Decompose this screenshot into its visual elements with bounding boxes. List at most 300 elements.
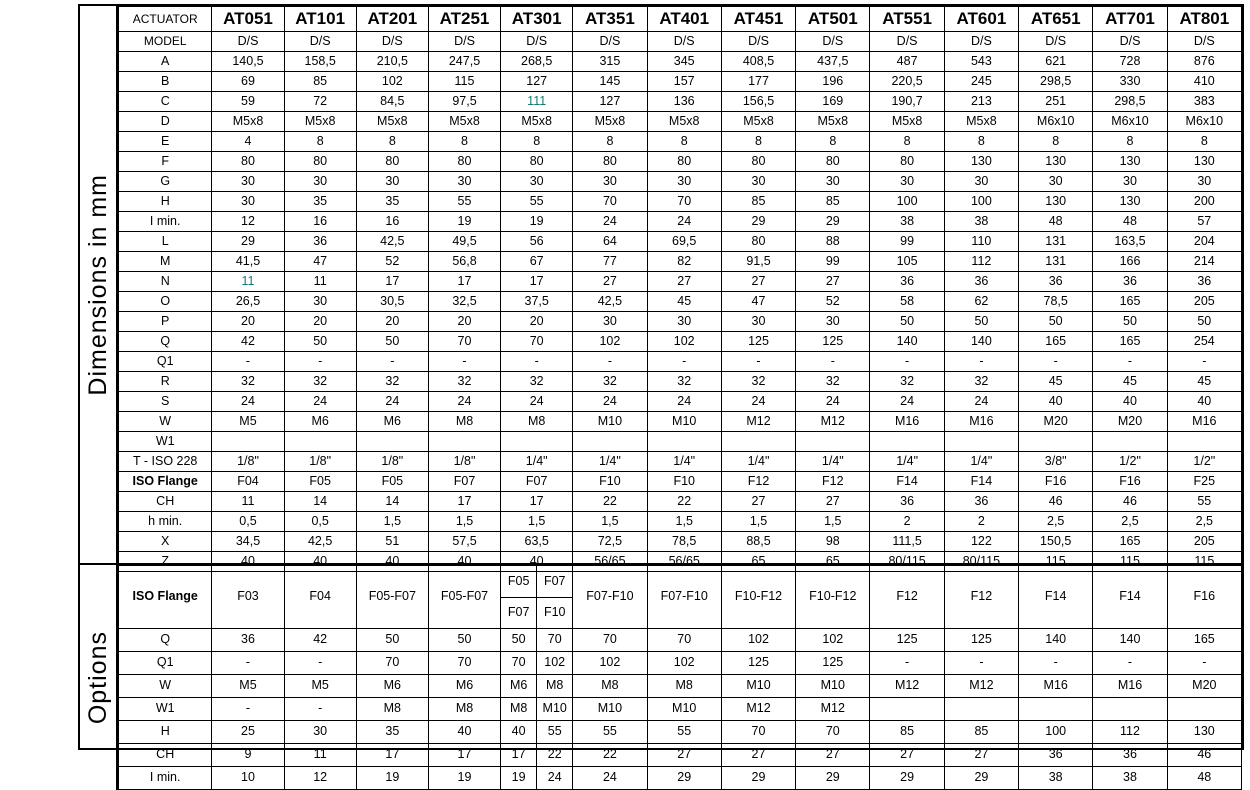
table-cell: 50 bbox=[356, 629, 428, 652]
table-cell bbox=[1093, 698, 1167, 721]
table-cell: 19 bbox=[501, 767, 537, 789]
table-cell: 12 bbox=[284, 767, 356, 790]
table-cell: 29 bbox=[796, 767, 870, 790]
table-cell-split bbox=[501, 652, 573, 675]
table-row bbox=[119, 292, 1242, 312]
table-cell: 45 bbox=[1167, 372, 1241, 392]
table-cell: 1/8" bbox=[428, 452, 500, 472]
table-cell: 29 bbox=[944, 767, 1018, 790]
column-header-at501: AT501 bbox=[796, 7, 870, 32]
dimensions-table bbox=[118, 6, 1242, 572]
row-label: T - ISO 228 bbox=[119, 452, 212, 472]
table-cell: M6x10 bbox=[1167, 112, 1241, 132]
table-cell: M16 bbox=[944, 412, 1018, 432]
table-cell: 32 bbox=[212, 372, 284, 392]
table-cell: M16 bbox=[1019, 675, 1093, 698]
row-label: W1 bbox=[119, 432, 212, 452]
table-cell: 36 bbox=[284, 232, 356, 252]
table-cell: 17 bbox=[428, 492, 500, 512]
table-cell: - bbox=[501, 352, 573, 372]
table-cell: 40 bbox=[1167, 392, 1241, 412]
table-cell: 140 bbox=[1019, 629, 1093, 652]
table-cell: M6 bbox=[284, 412, 356, 432]
table-cell: 102 bbox=[356, 72, 428, 92]
table-cell: 102 bbox=[721, 629, 795, 652]
row-label: N bbox=[119, 272, 212, 292]
table-cell bbox=[1167, 432, 1241, 452]
table-cell: 27 bbox=[721, 272, 795, 292]
table-row bbox=[119, 767, 1242, 790]
table-cell: F05-F07 bbox=[356, 566, 428, 629]
table-cell: 115 bbox=[1167, 552, 1241, 572]
table-cell: 50 bbox=[1093, 312, 1167, 332]
table-cell: 70 bbox=[501, 332, 573, 352]
header-actuator-label: ACTUATOR bbox=[119, 7, 212, 32]
options-section bbox=[80, 565, 1242, 790]
table-cell: 24 bbox=[796, 392, 870, 412]
table-row bbox=[119, 152, 1242, 172]
table-cell: 20 bbox=[501, 312, 573, 332]
table-cell: M16 bbox=[1093, 675, 1167, 698]
table-cell: 1/8" bbox=[356, 452, 428, 472]
table-cell: 32 bbox=[356, 372, 428, 392]
row-label: H bbox=[119, 192, 212, 212]
table-cell: M6 bbox=[356, 412, 428, 432]
table-cell: 1,5 bbox=[796, 512, 870, 532]
table-cell: 80 bbox=[501, 152, 573, 172]
table-cell: 45 bbox=[1093, 372, 1167, 392]
table-cell: 4 bbox=[212, 132, 284, 152]
table-cell: - bbox=[1093, 352, 1167, 372]
table-row bbox=[119, 92, 1242, 112]
table-cell: M5x8 bbox=[944, 112, 1018, 132]
table-cell: 85 bbox=[944, 721, 1018, 744]
table-cell: 30,5 bbox=[356, 292, 428, 312]
column-header-at451: AT451 bbox=[721, 7, 795, 32]
table-cell: 165 bbox=[1093, 532, 1167, 552]
table-row bbox=[119, 532, 1242, 552]
table-cell: M8 bbox=[546, 678, 564, 693]
header-ds-at651: D/S bbox=[1019, 32, 1093, 52]
table-cell: 8 bbox=[356, 132, 428, 152]
table-cell: 29 bbox=[212, 232, 284, 252]
table-row bbox=[119, 629, 1242, 652]
column-header-at251: AT251 bbox=[428, 7, 500, 32]
table-cell: 9 bbox=[212, 744, 284, 767]
table-cell: 63,5 bbox=[501, 532, 573, 552]
table-cell: 127 bbox=[501, 72, 573, 92]
table-cell: 32 bbox=[944, 372, 1018, 392]
table-cell: 24 bbox=[501, 392, 573, 412]
table-cell: 204 bbox=[1167, 232, 1241, 252]
table-cell bbox=[284, 432, 356, 452]
table-cell: 80 bbox=[573, 152, 647, 172]
column-header-at651: AT651 bbox=[1019, 7, 1093, 32]
table-cell: M5x8 bbox=[428, 112, 500, 132]
row-label: W bbox=[119, 675, 212, 698]
table-cell: 40 bbox=[284, 552, 356, 572]
table-cell: 38 bbox=[870, 212, 944, 232]
table-cell: - bbox=[721, 352, 795, 372]
table-cell: 122 bbox=[944, 532, 1018, 552]
table-cell: M6 bbox=[501, 675, 537, 697]
table-cell bbox=[796, 432, 870, 452]
table-cell: 102 bbox=[573, 332, 647, 352]
table-cell: 27 bbox=[647, 272, 721, 292]
table-cell: M10 bbox=[573, 698, 647, 721]
table-row bbox=[119, 312, 1242, 332]
dimensions-section bbox=[80, 6, 1242, 568]
table-cell: F16 bbox=[1167, 566, 1241, 629]
table-cell: 130 bbox=[1019, 192, 1093, 212]
table-cell: 70 bbox=[796, 721, 870, 744]
table-cell: F05 bbox=[356, 472, 428, 492]
table-cell: 2,5 bbox=[1019, 512, 1093, 532]
table-cell: 1/4" bbox=[573, 452, 647, 472]
table-cell bbox=[537, 566, 572, 628]
header-ds-at551: D/S bbox=[870, 32, 944, 52]
column-header-at601: AT601 bbox=[944, 7, 1018, 32]
table-cell: - bbox=[212, 652, 284, 675]
table-cell: 98 bbox=[796, 532, 870, 552]
table-cell: 52 bbox=[796, 292, 870, 312]
table-cell: 8 bbox=[1167, 132, 1241, 152]
table-cell: F04 bbox=[212, 472, 284, 492]
table-cell: 40 bbox=[1019, 392, 1093, 412]
table-cell: 70 bbox=[647, 629, 721, 652]
row-label: S bbox=[119, 392, 212, 412]
table-cell: 410 bbox=[1167, 72, 1241, 92]
table-cell: - bbox=[870, 652, 944, 675]
table-cell: F05 bbox=[284, 472, 356, 492]
table-cell: M5x8 bbox=[796, 112, 870, 132]
options-section-label bbox=[80, 565, 118, 790]
table-cell bbox=[721, 432, 795, 452]
table-cell: 36 bbox=[1167, 272, 1241, 292]
table-cell: 72,5 bbox=[573, 532, 647, 552]
table-cell: 115 bbox=[1093, 552, 1167, 572]
table-row bbox=[119, 52, 1242, 72]
table-row bbox=[119, 472, 1242, 492]
row-label: D bbox=[119, 112, 212, 132]
table-cell: 30 bbox=[870, 172, 944, 192]
table-cell: 77 bbox=[573, 252, 647, 272]
header-ds-at451: D/S bbox=[721, 32, 795, 52]
table-cell: 205 bbox=[1167, 532, 1241, 552]
table-row bbox=[119, 112, 1242, 132]
table-cell: 30 bbox=[721, 312, 795, 332]
table-cell: M5x8 bbox=[284, 112, 356, 132]
table-cell: 16 bbox=[356, 212, 428, 232]
table-cell: 70 bbox=[428, 332, 500, 352]
table-cell: 30 bbox=[284, 172, 356, 192]
table-cell: 30 bbox=[796, 172, 870, 192]
table-cell: 30 bbox=[721, 172, 795, 192]
table-cell: 115 bbox=[428, 72, 500, 92]
table-cell: 8 bbox=[870, 132, 944, 152]
table-cell: 42,5 bbox=[356, 232, 428, 252]
table-row bbox=[119, 232, 1242, 252]
table-cell: F12 bbox=[944, 566, 1018, 629]
table-cell: 36 bbox=[870, 272, 944, 292]
table-cell: 56,8 bbox=[428, 252, 500, 272]
table-cell: 30 bbox=[1019, 172, 1093, 192]
table-cell: M12 bbox=[796, 698, 870, 721]
row-label: Z bbox=[119, 552, 212, 572]
table-cell: 102 bbox=[647, 652, 721, 675]
table-cell: 8 bbox=[1019, 132, 1093, 152]
table-cell: 46 bbox=[1019, 492, 1093, 512]
table-cell: 140,5 bbox=[212, 52, 284, 72]
row-label: Q bbox=[119, 629, 212, 652]
table-cell: 50 bbox=[284, 332, 356, 352]
table-cell: - bbox=[284, 698, 356, 721]
table-cell: M5 bbox=[212, 675, 284, 698]
column-header-at101: AT101 bbox=[284, 7, 356, 32]
table-cell: M8 bbox=[573, 675, 647, 698]
table-row bbox=[119, 432, 1242, 452]
table-cell: M6x10 bbox=[1093, 112, 1167, 132]
table-cell: 38 bbox=[1093, 767, 1167, 790]
table-cell: 251 bbox=[1019, 92, 1093, 112]
table-cell-split bbox=[501, 767, 573, 790]
table-cell: 37,5 bbox=[501, 292, 573, 312]
table-cell: 80 bbox=[212, 152, 284, 172]
table-cell: F10 bbox=[647, 472, 721, 492]
table-cell: 29 bbox=[796, 212, 870, 232]
table-row bbox=[119, 675, 1242, 698]
table-cell: M8 bbox=[428, 698, 500, 721]
table-cell: 48 bbox=[1093, 212, 1167, 232]
table-cell: M20 bbox=[1167, 675, 1241, 698]
table-cell: 112 bbox=[944, 252, 1018, 272]
table-cell-split bbox=[501, 698, 573, 721]
table-cell: 8 bbox=[647, 132, 721, 152]
table-cell: 70 bbox=[547, 632, 562, 647]
table-cell: 69 bbox=[212, 72, 284, 92]
table-cell: 27 bbox=[647, 744, 721, 767]
table-cell: 29 bbox=[721, 212, 795, 232]
table-cell: 25 bbox=[212, 721, 284, 744]
table-cell: 40 bbox=[1093, 392, 1167, 412]
table-cell: 48 bbox=[1167, 767, 1241, 790]
table-cell: 30 bbox=[501, 172, 573, 192]
table-cell: M12 bbox=[944, 675, 1018, 698]
row-label: ISO Flange bbox=[119, 566, 212, 629]
table-cell: 136 bbox=[647, 92, 721, 112]
row-label: O bbox=[119, 292, 212, 312]
table-cell: 437,5 bbox=[796, 52, 870, 72]
header-ds-at101: D/S bbox=[284, 32, 356, 52]
table-cell: 27 bbox=[870, 744, 944, 767]
table-cell: 2 bbox=[944, 512, 1018, 532]
table-cell: 56/65 bbox=[647, 552, 721, 572]
header-ds-at501: D/S bbox=[796, 32, 870, 52]
table-cell: 1,5 bbox=[356, 512, 428, 532]
row-label: ISO Flange bbox=[119, 472, 212, 492]
table-cell: 50 bbox=[1019, 312, 1093, 332]
table-cell: 80 bbox=[428, 152, 500, 172]
table-cell: 46 bbox=[1093, 492, 1167, 512]
table-cell: - bbox=[428, 352, 500, 372]
table-cell-split bbox=[501, 675, 573, 698]
table-cell: 127 bbox=[573, 92, 647, 112]
table-cell: 110 bbox=[944, 232, 1018, 252]
table-cell: 78,5 bbox=[1019, 292, 1093, 312]
table-cell: 24 bbox=[284, 392, 356, 412]
table-row bbox=[119, 172, 1242, 192]
table-cell: 24 bbox=[547, 770, 562, 785]
table-cell: - bbox=[944, 652, 1018, 675]
options-table-wrapper bbox=[118, 565, 1242, 790]
table-row bbox=[119, 412, 1242, 432]
table-cell: 30 bbox=[796, 312, 870, 332]
table-cell: M10 bbox=[796, 675, 870, 698]
table-cell: M6x10 bbox=[1019, 112, 1093, 132]
row-label: X bbox=[119, 532, 212, 552]
table-cell: F10-F12 bbox=[721, 566, 795, 629]
column-header-at301: AT301 bbox=[501, 7, 573, 32]
table-cell: M5x8 bbox=[501, 112, 573, 132]
table-cell: M5x8 bbox=[647, 112, 721, 132]
table-cell: 24 bbox=[870, 392, 944, 412]
table-cell: 1,5 bbox=[721, 512, 795, 532]
table-cell: 131 bbox=[1019, 252, 1093, 272]
table-cell: 52 bbox=[356, 252, 428, 272]
row-label: W1 bbox=[119, 698, 212, 721]
column-header-at701: AT701 bbox=[1093, 7, 1167, 32]
table-cell: 80 bbox=[870, 152, 944, 172]
table-cell: 40 bbox=[356, 552, 428, 572]
table-cell: 19 bbox=[428, 767, 500, 790]
table-cell: 56 bbox=[501, 232, 573, 252]
table-cell: 32 bbox=[870, 372, 944, 392]
table-cell: 36 bbox=[870, 492, 944, 512]
table-cell: 214 bbox=[1167, 252, 1241, 272]
table-cell: 2,5 bbox=[1167, 512, 1241, 532]
table-cell: 30 bbox=[944, 172, 1018, 192]
table-cell: 70 bbox=[356, 652, 428, 675]
table-cell: 24 bbox=[356, 392, 428, 412]
table-cell: 32 bbox=[573, 372, 647, 392]
header-ds-at601: D/S bbox=[944, 32, 1018, 52]
table-cell: 27 bbox=[573, 272, 647, 292]
table-cell: 165 bbox=[1167, 629, 1241, 652]
table-cell: 10 bbox=[212, 767, 284, 790]
table-cell: 8 bbox=[1093, 132, 1167, 152]
table-cell: 156,5 bbox=[721, 92, 795, 112]
table-cell-split bbox=[501, 566, 573, 629]
table-cell: 70 bbox=[647, 192, 721, 212]
table-cell: 34,5 bbox=[212, 532, 284, 552]
table-cell: 125 bbox=[944, 629, 1018, 652]
table-cell: 383 bbox=[1167, 92, 1241, 112]
row-label: I min. bbox=[119, 212, 212, 232]
table-cell: 1,5 bbox=[501, 512, 573, 532]
table-cell: 100 bbox=[870, 192, 944, 212]
table-cell: F16 bbox=[1019, 472, 1093, 492]
table-cell: 57,5 bbox=[428, 532, 500, 552]
table-cell: 80/115 bbox=[870, 552, 944, 572]
table-cell: 24 bbox=[573, 392, 647, 412]
table-cell: 55 bbox=[647, 721, 721, 744]
table-cell bbox=[944, 432, 1018, 452]
table-cell bbox=[1093, 432, 1167, 452]
column-header-at401: AT401 bbox=[647, 7, 721, 32]
table-cell: 1/8" bbox=[284, 452, 356, 472]
table-cell: 64 bbox=[573, 232, 647, 252]
table-cell: M16 bbox=[870, 412, 944, 432]
table-cell: 30 bbox=[647, 312, 721, 332]
table-cell: - bbox=[573, 352, 647, 372]
table-frame bbox=[78, 4, 1244, 785]
table-cell: 24 bbox=[647, 212, 721, 232]
table-cell: 1,5 bbox=[647, 512, 721, 532]
table-cell: - bbox=[647, 352, 721, 372]
table-cell: - bbox=[212, 698, 284, 721]
table-cell: F14 bbox=[1093, 566, 1167, 629]
table-cell: 29 bbox=[721, 767, 795, 790]
column-header-at801: AT801 bbox=[1167, 7, 1241, 32]
table-cell: M5x8 bbox=[356, 112, 428, 132]
table-cell: 330 bbox=[1093, 72, 1167, 92]
table-cell: 2 bbox=[870, 512, 944, 532]
table-cell-line: F07 bbox=[537, 566, 572, 598]
table-cell: 32,5 bbox=[428, 292, 500, 312]
table-cell: 22 bbox=[647, 492, 721, 512]
table-cell: 100 bbox=[1019, 721, 1093, 744]
table-cell: 70 bbox=[721, 721, 795, 744]
table-cell: 55 bbox=[547, 724, 562, 739]
table-cell: 80 bbox=[356, 152, 428, 172]
table-cell: 50 bbox=[1167, 312, 1241, 332]
table-cell: 17 bbox=[501, 492, 573, 512]
table-cell: 27 bbox=[721, 492, 795, 512]
table-cell: 32 bbox=[647, 372, 721, 392]
table-cell: 24 bbox=[944, 392, 1018, 412]
table-cell: 70 bbox=[428, 652, 500, 675]
table-cell: 26,5 bbox=[212, 292, 284, 312]
table-cell: 22 bbox=[573, 744, 647, 767]
table-cell: 487 bbox=[870, 52, 944, 72]
table-cell: 298,5 bbox=[1019, 72, 1093, 92]
table-cell: 17 bbox=[428, 744, 500, 767]
table-cell: 57 bbox=[1167, 212, 1241, 232]
header-ds-at201: D/S bbox=[356, 32, 428, 52]
table-cell bbox=[1019, 698, 1093, 721]
table-cell: 130 bbox=[1093, 192, 1167, 212]
table-cell: 1/4" bbox=[721, 452, 795, 472]
table-cell: M12 bbox=[796, 412, 870, 432]
table-cell: 254 bbox=[1167, 332, 1241, 352]
table-cell: 345 bbox=[647, 52, 721, 72]
table-cell: 112 bbox=[1093, 721, 1167, 744]
table-cell: 30 bbox=[573, 172, 647, 192]
table-cell: M10 bbox=[647, 412, 721, 432]
table-cell: 177 bbox=[721, 72, 795, 92]
table-cell: 30 bbox=[212, 192, 284, 212]
table-cell: 14 bbox=[284, 492, 356, 512]
table-row bbox=[119, 332, 1242, 352]
table-cell: 1/4" bbox=[870, 452, 944, 472]
table-cell: 84,5 bbox=[356, 92, 428, 112]
row-label: A bbox=[119, 52, 212, 72]
table-cell: 125 bbox=[796, 332, 870, 352]
table-row bbox=[119, 132, 1242, 152]
table-cell: 36 bbox=[1093, 744, 1167, 767]
table-cell: 67 bbox=[501, 252, 573, 272]
table-cell: F04 bbox=[284, 566, 356, 629]
